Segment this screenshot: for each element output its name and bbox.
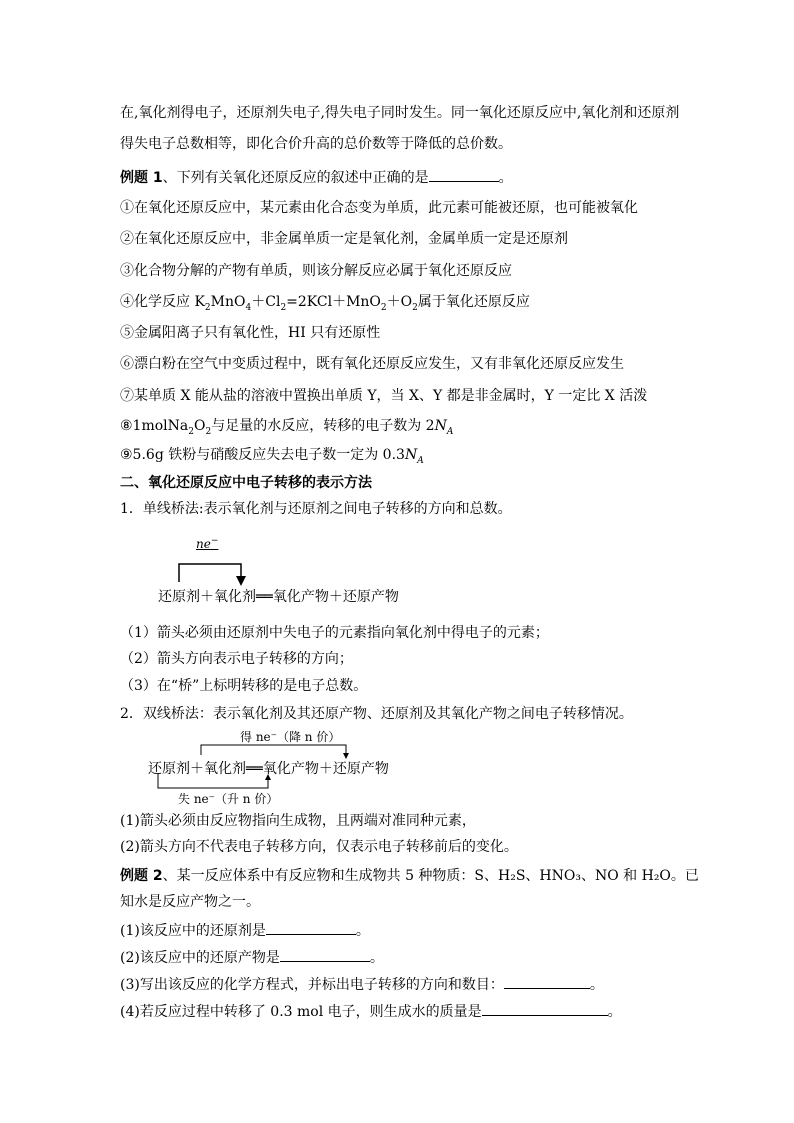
option-4: ④化学反应 $K_2MnO_4+Cl_2=2KCl+MnO_2+O_2$属于氧化还原反应 (120, 294, 530, 313)
double-bridge-equation: 还原剂＋氧化剂══氧化产物＋还原产物 (148, 761, 389, 777)
period: 。 (607, 1004, 622, 1020)
example-1-title: 例题 1 (120, 170, 163, 186)
na-sub: A (417, 455, 424, 466)
question-4-text: (4)若反应过程中转移了 0.3 mol 电子，则生成水的质量是 (120, 1004, 482, 1020)
option-3: ③化合物分解的产物有单质，则该分解反应必属于氧化还原反应 (120, 263, 512, 279)
option-7: ⑦某单质 X 能从盐的溶液中置换出单质 Y，当 X、Y 都是非金属时，Y 一定比 X 活泼 (120, 388, 648, 404)
option-8: $⑧1molNa_2O_2$与足量的水反应，转移的电子数为 $2N_A$ (120, 418, 454, 437)
period: 。 (355, 923, 370, 939)
answer-blank (266, 920, 356, 935)
question-2-text: (2)该反应中的还原产物是 (120, 950, 280, 966)
option-9-text: ⑨5.6g 铁粉与硝酸反应失去电子数一定为 0.3 (120, 447, 405, 463)
option-8-text: 与足量的水反应，转移的电子数为 2 (211, 418, 435, 434)
intro-line-2: 得失电子总数相等，即化合价升高的总价数等于降低的总价数。 (120, 136, 512, 152)
option-4-prefix: ④化学反应 K (120, 294, 205, 310)
double-note-1: (1)箭头必须由反应物指向生成物，且两端对准同种元素， (120, 813, 476, 829)
period: 。 (369, 950, 384, 966)
question-4 (120, 1001, 622, 1021)
na-symbol: N (404, 447, 418, 463)
answer-blank (504, 974, 590, 989)
example-1-text: 、下列有关氧化还原反应的叙述中正确的是 (162, 170, 429, 186)
answer-blank (280, 947, 370, 962)
double-bridge-bottom-label: 失 ne⁻（升 n 价） (178, 792, 279, 806)
single-note-3: （3）在“桥”上标明转移的是电子总数。 (120, 678, 368, 694)
option-8-prefix: ⑧1molNa (120, 418, 189, 434)
period: 。 (589, 977, 604, 993)
double-bridge-title: 2．双线桥法：表示氧化剂及其还原产物、还原剂及其氧化产物之间电子转移情况。 (120, 706, 633, 722)
option-1: ①在氧化还原反应中，某元素由化合态变为单质，此元素可能被还原，也可能被氧化 (120, 200, 638, 216)
section-2-heading: 二、氧化还原反应中电子转移的表示方法 (120, 475, 372, 491)
ne-sup: − (210, 536, 219, 546)
double-bridge-top-arrow (201, 745, 349, 759)
period: 。 (498, 170, 513, 186)
single-note-1: （1）箭头必须由还原剂中失电子的元素指向氧化剂中得电子的元素； (120, 625, 549, 641)
single-bridge-equation: 还原剂＋氧化剂══氧化产物＋还原产物 (158, 589, 399, 605)
single-bridge-arrow (179, 564, 246, 586)
option-2: ②在氧化还原反应中，非金属单质一定是氧化剂，金属单质一定是还原剂 (120, 231, 568, 247)
answer-blank (482, 1001, 608, 1016)
na-symbol: N (434, 418, 447, 434)
single-note-2: （2）箭头方向表示电子转移的方向； (120, 651, 353, 667)
question-1-text: (1)该反应中的还原剂是 (120, 923, 266, 939)
double-note-2: (2)箭头方向不代表电子转移方向，仅表示电子转移前后的变化。 (120, 839, 518, 855)
double-bridge-top-label: 得 ne⁻（降 n 价） (240, 730, 341, 744)
single-bridge-title: 1．单线桥法:表示氧化剂与还原剂之间电子转移的方向和总数。 (120, 501, 512, 517)
option-4-suffix: 属于氧化还原反应 (417, 294, 530, 310)
option-5: ⑤金属阳离子只有氧化性，HI 只有还原性 (120, 325, 381, 341)
ne-text: ne (196, 537, 211, 551)
option-6: ⑥漂白粉在空气中变质过程中，既有氧化还原反应发生，又有非氧化还原反应发生 (120, 356, 624, 372)
question-1 (120, 920, 370, 940)
question-2 (120, 947, 384, 967)
example-2-line-2: 知水是反应产物之一。 (120, 894, 260, 910)
example-2-text: 、某一反应体系中有反应物和生成物共 5 种物质：S、H₂S、HNO₃、NO 和 H₂O。已 (162, 868, 699, 884)
example-2-title: 例题 2 (120, 868, 163, 884)
intro-line-1: 在,氧化剂得电子，还原剂失电子,得失电子同时发生。同一氧化还原反应中,氧化剂和还原剂 (120, 105, 680, 121)
question-3 (120, 974, 604, 994)
question-3-text: (3)写出该反应的化学方程式，并标出电子转移的方向和数目： (120, 977, 504, 993)
na-sub: A (446, 426, 454, 437)
example-2-line-1 (120, 867, 699, 885)
